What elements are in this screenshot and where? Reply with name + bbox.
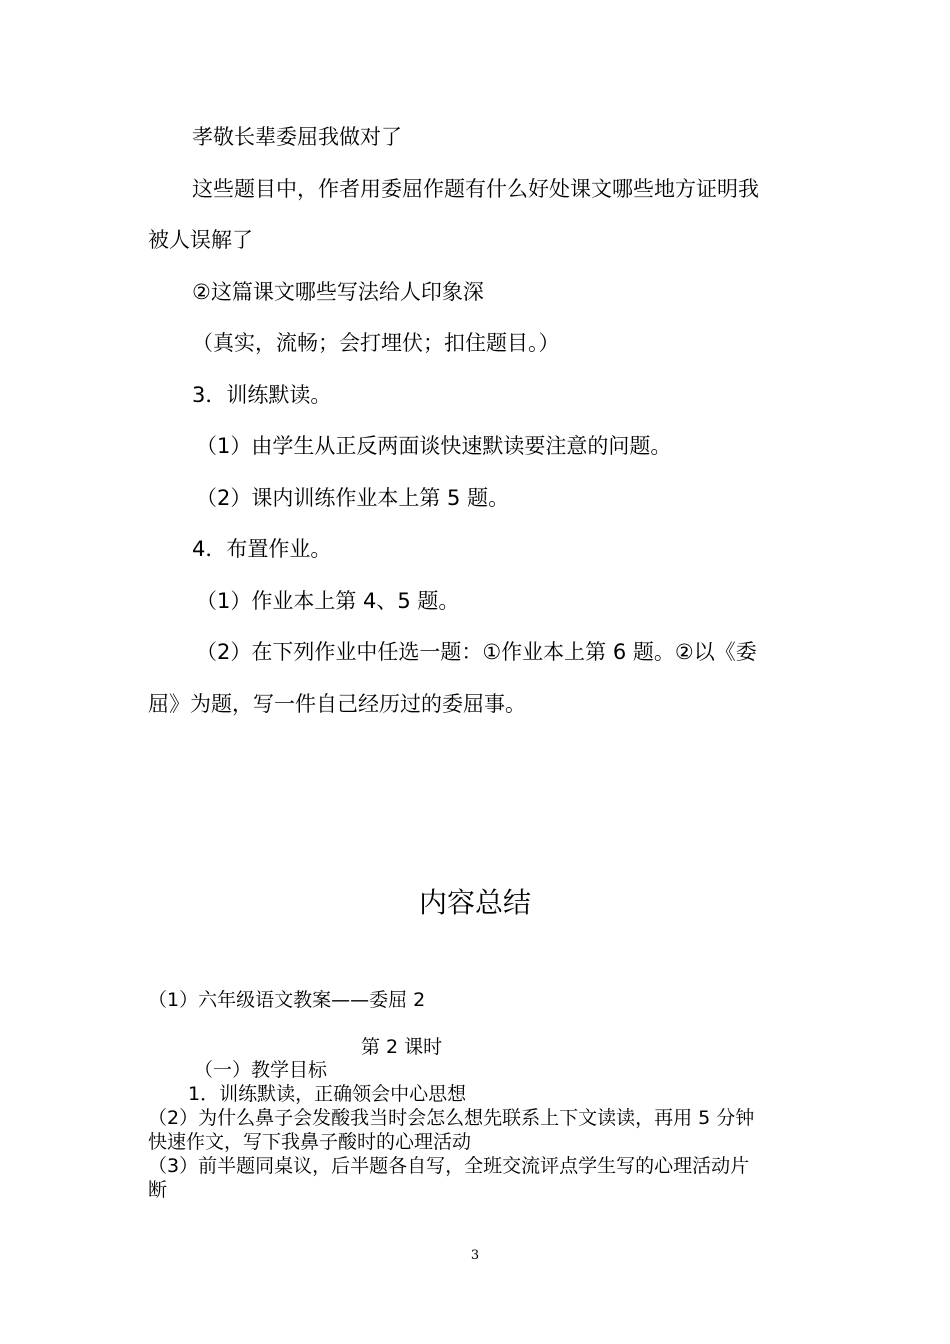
lesson-body bbox=[148, 112, 808, 730]
body-line: （2）在下列作业中任选一题：①作业本上第 6 题。②以《委 bbox=[196, 640, 757, 664]
goal-item: 1．训练默读，正确领会中心思想 bbox=[188, 1083, 467, 1105]
page-number: 3 bbox=[470, 1248, 480, 1263]
body-line: 3．训练默读。 bbox=[192, 382, 332, 407]
body-line: 4．布置作业。 bbox=[192, 537, 332, 561]
body-line: （2）课内训练作业本上第 5 题。 bbox=[196, 485, 510, 510]
summary-header-block bbox=[148, 987, 818, 1013]
body-line: （真实，流畅；会打埋伏；扣住题目。） bbox=[192, 331, 560, 355]
lesson-number: 第 2 课时 bbox=[361, 1036, 443, 1058]
body-line: （1）由学生从正反两面谈快速默读要注意的问题。 bbox=[196, 434, 672, 458]
lesson-number-block bbox=[148, 1034, 818, 1060]
goal-item: 断 bbox=[148, 1179, 168, 1201]
goal-heading: （一）教学目标 bbox=[194, 1059, 328, 1081]
body-line: 屈》为题，写一件自己经历过的委屈事。 bbox=[148, 691, 526, 716]
body-line: （1）作业本上第 4、5 题。 bbox=[196, 588, 460, 613]
goal-item: 快速作文，写下我鼻子酸时的心理活动 bbox=[148, 1131, 472, 1153]
summary-content bbox=[148, 1058, 818, 1202]
body-line: 被人误解了 bbox=[148, 228, 253, 252]
goal-item: （3）前半题同桌议，后半题各自写，全班交流评点学生写的心理活动片 bbox=[148, 1155, 750, 1177]
summary-header: （1）六年级语文教案——委屈 2 bbox=[148, 989, 426, 1011]
body-line: 这些题目中，作者用委屈作题有什么好处课文哪些地方证明我 bbox=[192, 176, 759, 201]
body-line: 孝敬长辈委屈我做对了 bbox=[192, 125, 402, 149]
body-line: ②这篇课文哪些写法给人印象深 bbox=[192, 279, 484, 304]
summary-title: 内容总结 bbox=[418, 886, 531, 919]
goal-item: （2）为什么鼻子会发酸我当时会怎么想先联系上下文读读，再用 5 分钟 bbox=[148, 1107, 755, 1129]
